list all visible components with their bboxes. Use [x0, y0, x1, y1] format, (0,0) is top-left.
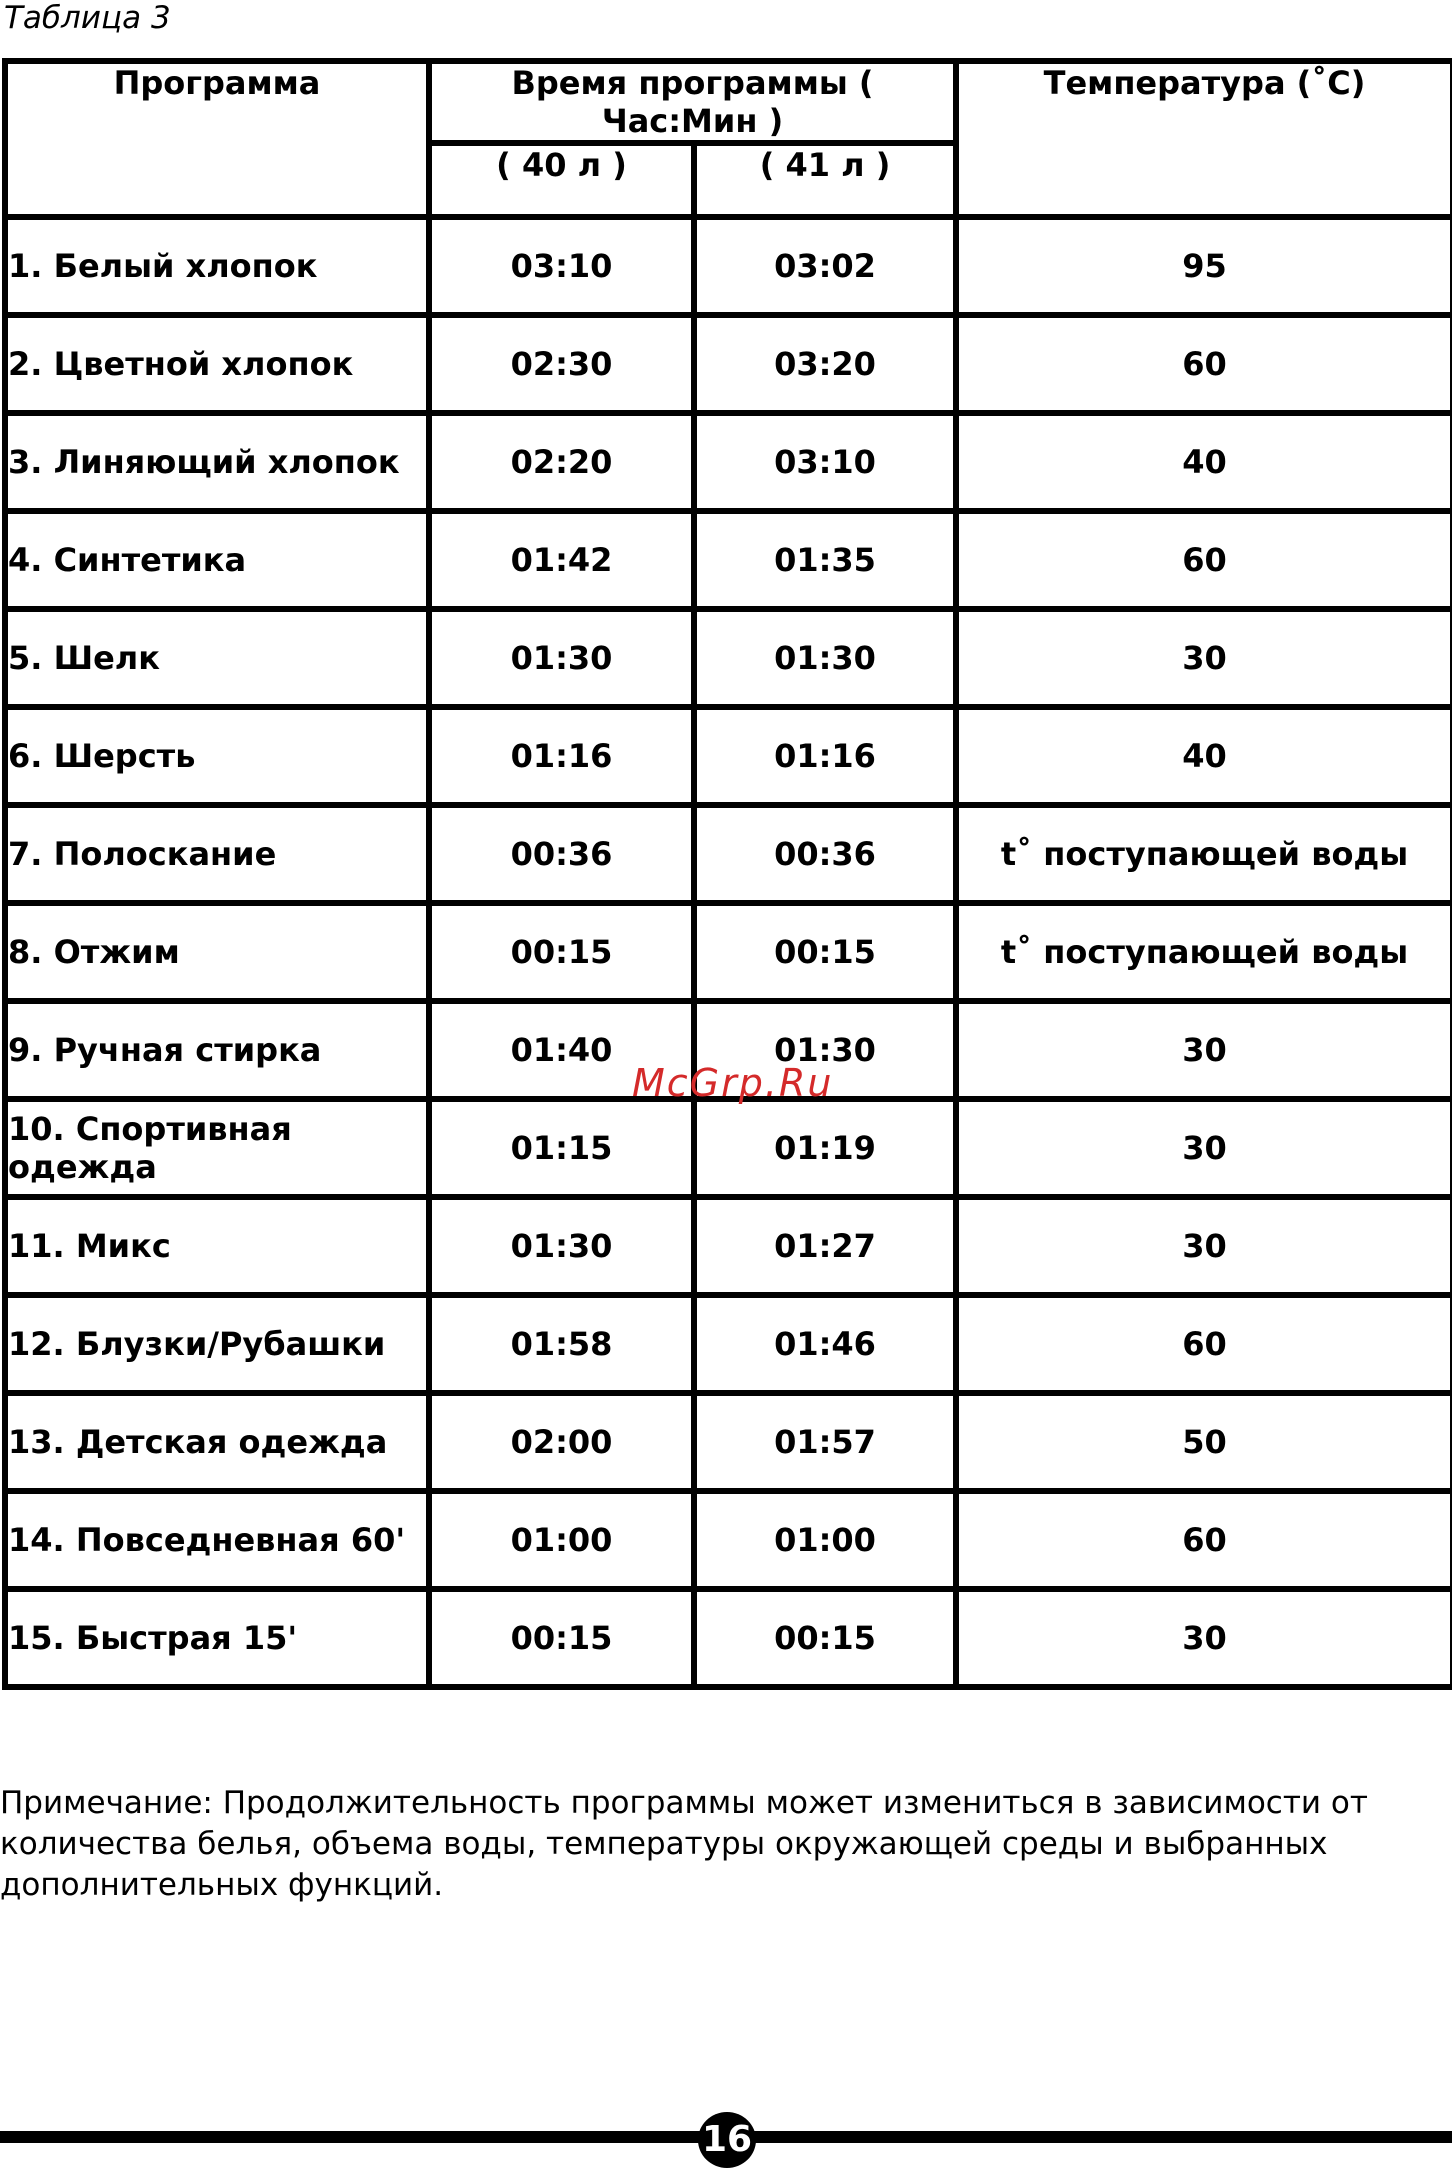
time-41l-cell: 01:19 [694, 1099, 956, 1197]
table-row [5, 217, 1452, 315]
program-table [2, 58, 1452, 1690]
table-row [5, 1197, 1452, 1295]
temperature-cell: 60 [956, 1295, 1452, 1393]
time-41l-cell: 00:36 [694, 805, 956, 903]
table-row [5, 1295, 1452, 1393]
program-name-cell: 10. Спортивная одежда [5, 1099, 429, 1197]
table-row [5, 1491, 1452, 1589]
time-41l-cell: 01:30 [694, 609, 956, 707]
program-name-cell: 11. Микс [5, 1197, 429, 1295]
table-row [5, 609, 1452, 707]
header-program-time: Время программы ( Час:Мин ) [429, 61, 956, 143]
temperature-cell: 50 [956, 1393, 1452, 1491]
temperature-cell: 95 [956, 217, 1452, 315]
temperature-cell: t˚ поступающей воды [956, 903, 1452, 1001]
time-40l-cell: 01:00 [429, 1491, 694, 1589]
time-40l-cell: 01:30 [429, 1197, 694, 1295]
temperature-cell: 40 [956, 707, 1452, 805]
time-41l-cell: 01:57 [694, 1393, 956, 1491]
time-40l-cell: 01:30 [429, 609, 694, 707]
temperature-cell: 30 [956, 1001, 1452, 1099]
header-volume-40: ( 40 л ) [429, 143, 694, 217]
table-row [5, 903, 1452, 1001]
time-41l-cell: 00:15 [694, 903, 956, 1001]
program-name-cell: 4. Синтетика [5, 511, 429, 609]
program-name-cell: 8. Отжим [5, 903, 429, 1001]
page-number: 16 [698, 2112, 756, 2168]
time-41l-cell: 01:46 [694, 1295, 956, 1393]
program-name-cell: 7. Полоскание [5, 805, 429, 903]
time-40l-cell: 00:36 [429, 805, 694, 903]
time-41l-cell: 01:00 [694, 1491, 956, 1589]
program-name-cell: 2. Цветной хлопок [5, 315, 429, 413]
time-41l-cell: 01:16 [694, 707, 956, 805]
program-name-cell: 13. Детская одежда [5, 1393, 429, 1491]
time-40l-cell: 01:42 [429, 511, 694, 609]
temperature-cell: 30 [956, 1099, 1452, 1197]
time-41l-cell: 01:30 [694, 1001, 956, 1099]
time-40l-cell: 02:20 [429, 413, 694, 511]
temperature-cell: 40 [956, 413, 1452, 511]
table-row [5, 413, 1452, 511]
time-41l-cell: 00:15 [694, 1589, 956, 1687]
time-41l-cell: 03:02 [694, 217, 956, 315]
header-temperature: Температура (˚C) [956, 61, 1452, 217]
table-row [5, 1099, 1452, 1197]
program-name-cell: 1. Белый хлопок [5, 217, 429, 315]
time-41l-cell: 03:20 [694, 315, 956, 413]
table-row [5, 805, 1452, 903]
time-41l-cell: 01:35 [694, 511, 956, 609]
program-name-cell: 6. Шерсть [5, 707, 429, 805]
program-name-cell: 3. Линяющий хлопок [5, 413, 429, 511]
program-name-cell: 14. Повседневная 60' [5, 1491, 429, 1589]
program-name-cell: 5. Шелк [5, 609, 429, 707]
temperature-cell: 30 [956, 1589, 1452, 1687]
temperature-cell: 60 [956, 511, 1452, 609]
time-40l-cell: 00:15 [429, 903, 694, 1001]
time-41l-cell: 03:10 [694, 413, 956, 511]
header-row [5, 61, 1452, 143]
program-name-cell: 9. Ручная стирка [5, 1001, 429, 1099]
temperature-cell: 60 [956, 315, 1452, 413]
header-volume-41: ( 41 л ) [694, 143, 956, 217]
time-41l-cell: 01:27 [694, 1197, 956, 1295]
temperature-cell: 60 [956, 1491, 1452, 1589]
time-40l-cell: 01:58 [429, 1295, 694, 1393]
temperature-cell: t˚ поступающей воды [956, 805, 1452, 903]
header-program: Программа [5, 61, 429, 217]
time-40l-cell: 01:40 [429, 1001, 694, 1099]
table-caption: Таблица 3 [4, 0, 171, 36]
time-40l-cell: 02:30 [429, 315, 694, 413]
table-row [5, 1589, 1452, 1687]
time-40l-cell: 01:15 [429, 1099, 694, 1197]
note-text: Примечание: Продолжительность программы может измениться в зависимости от количества белья, объема воды, температуры окружающей среды и выбранных дополнительных функций. [0, 1785, 1368, 1903]
program-name-cell: 12. Блузки/Рубашки [5, 1295, 429, 1393]
table-row [5, 315, 1452, 413]
watermark: McGrp.Ru [632, 1061, 834, 1105]
table-row [5, 707, 1452, 805]
table-row [5, 511, 1452, 609]
program-name-cell: 15. Быстрая 15' [5, 1589, 429, 1687]
table-row [5, 1393, 1452, 1491]
temperature-cell: 30 [956, 1197, 1452, 1295]
temperature-cell: 30 [956, 609, 1452, 707]
time-40l-cell: 01:16 [429, 707, 694, 805]
time-40l-cell: 03:10 [429, 217, 694, 315]
time-40l-cell: 00:15 [429, 1589, 694, 1687]
time-40l-cell: 02:00 [429, 1393, 694, 1491]
